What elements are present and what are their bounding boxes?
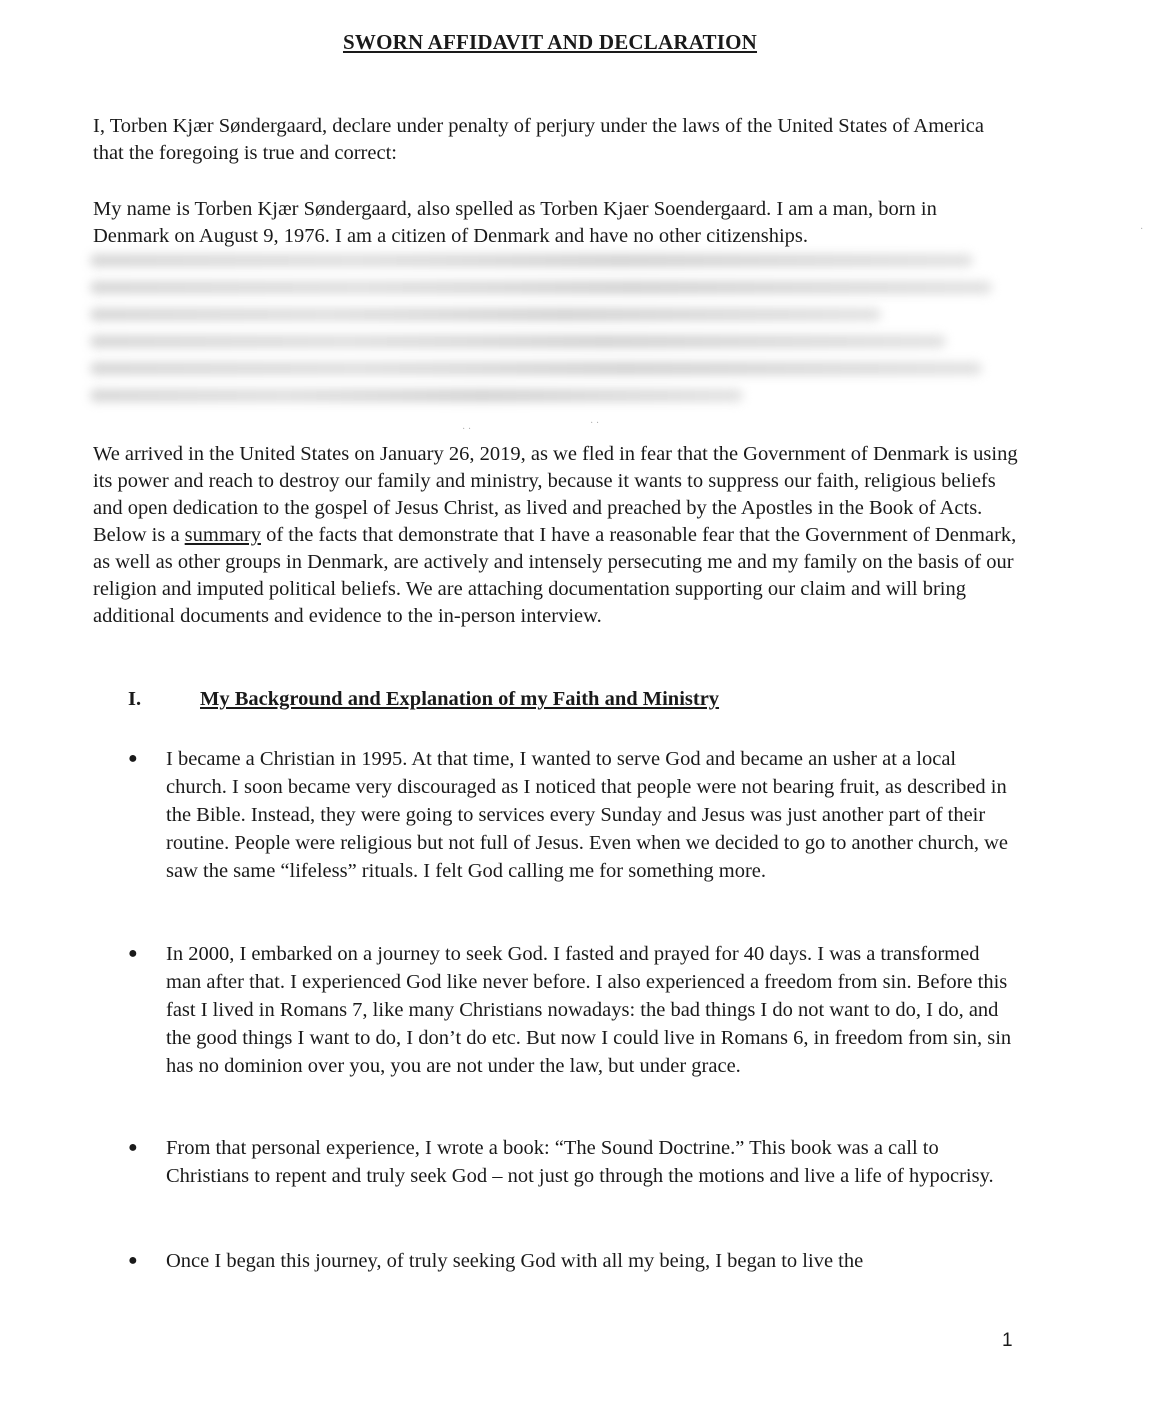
- bullet-text: Once I began this journey, of truly seeking God with all my being, I began to live the: [166, 1250, 864, 1272]
- bullet-item: [128, 1247, 1018, 1275]
- bullet-item: [128, 940, 1018, 1080]
- bullet-text: I became a Christian in 1995. At that time, I wanted to serve God and became an usher at a local church. I soon became very discouraged as I noticed that people were not bearing fruit, as described in the Bible. Instead, they were going to services every Sunday and Jesus was just another part of their routine. People were religious but not full of Jesus. Even when we decided to go to another church, we saw the same “lifeless” rituals. I felt God calling me for something more.: [166, 748, 1008, 882]
- document-title: SWORN AFFIDAVIT AND DECLARATION: [342, 30, 758, 54]
- bullet-item: [128, 1134, 1018, 1190]
- bullet-dot-icon: ●: [128, 750, 138, 767]
- arrival-text-end: of the facts that demonstrate that I have a reasonable fear that the Government of Denmark, as well as other groups in Denmark, are actively and intensely persecuting me and my family on the basis of our religion and imputed political beliefs. We are attaching documentation supporting our claim and will bring additional documents and evidence to the in-person interview.: [93, 524, 1017, 627]
- scan-speck: · ·: [590, 418, 600, 429]
- intro-paragraph: I, Torben Kjær Søndergaard, declare under penalty of perjury under the laws of the United States of America that the foregoing is true and correct:: [93, 115, 984, 164]
- identity-paragraph: My name is Torben Kjær Søndergaard, also spelled as Torben Kjaer Soendergaard. I am a man, born in Denmark on August 9, 1976. I am a citizen of Denmark and have no other citizenships.: [93, 198, 937, 247]
- bullet-dot-icon: ●: [128, 1252, 138, 1269]
- redacted-blurred-text: [90, 252, 1010, 412]
- section-number: I.: [128, 688, 142, 710]
- section-heading: [128, 688, 719, 711]
- scan-speck: ·: [1140, 224, 1144, 235]
- bullet-item: [128, 745, 1018, 885]
- summary-underlined: summary: [184, 524, 261, 546]
- arrival-paragraph: [93, 441, 1018, 630]
- bullet-dot-icon: ●: [128, 945, 138, 962]
- bullet-text: From that personal experience, I wrote a book: “The Sound Doctrine.” This book was a call to Christians to repent and truly seek God – not just go through the motions and live a life of hypocrisy.: [166, 1137, 994, 1187]
- arrival-text-start: We arrived in the United States on January 26, 2019, as we fled in fear that the Government of Denmark is using its power and reach to destroy our family and ministry, because it wants to suppress our faith, religious beliefs and open dedication to the gospel of Jesus Christ, as lived and preached by the Apostles in the Book of Acts. Below is a: [93, 443, 1018, 546]
- scan-speck: · ·: [462, 424, 472, 435]
- bullet-text: In 2000, I embarked on a journey to seek God. I fasted and prayed for 40 days. I was a transformed man after that. I experienced God like never before. I also experienced a freedom from sin. Before this fast I lived in Romans 7, like many Christians nowadays: the bad things I do not want to do, I do, and the good things I want to do, I don’t do etc. But now I could live in Romans 6, in freedom from sin, sin has no dominion over you, you are not under the law, but under grace.: [166, 943, 1012, 1077]
- page-number: 1: [1002, 1330, 1013, 1351]
- section-title: My Background and Explanation of my Faith and Ministry: [200, 688, 720, 710]
- bullet-dot-icon: ●: [128, 1139, 138, 1156]
